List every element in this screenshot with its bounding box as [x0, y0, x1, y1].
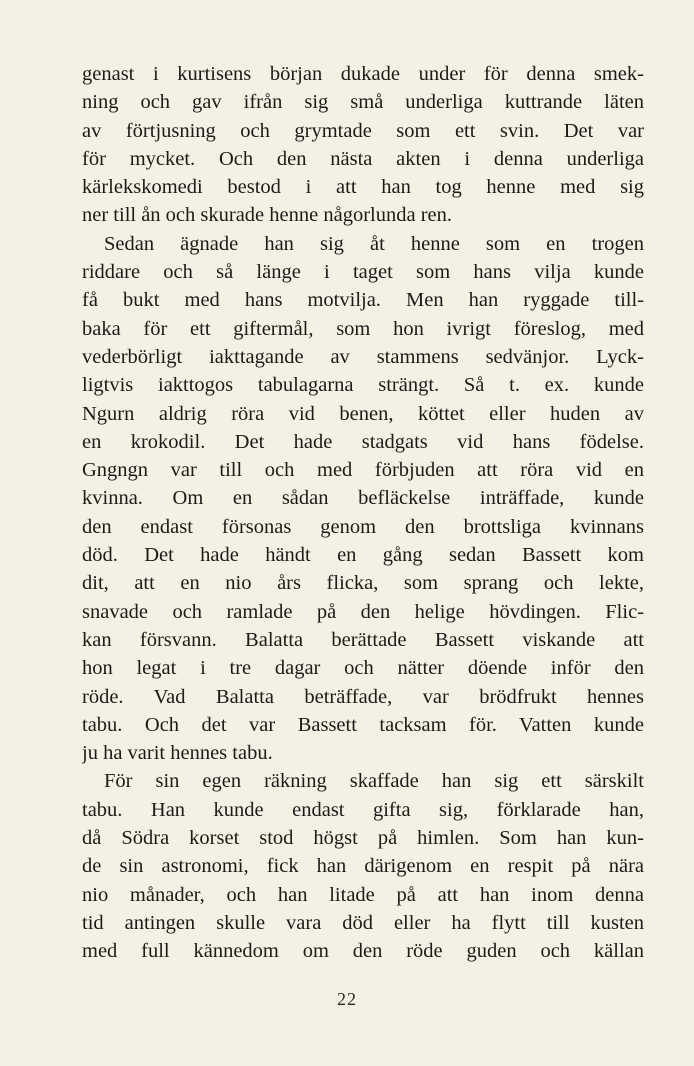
text-line: de sin astronomi, fick han därigenom en respit på nära: [82, 855, 644, 878]
text-line: tid antingen skulle vara död eller ha flytt till kusten: [82, 911, 644, 934]
text-line: av förtjusning och grymtade som ett svin. Det var: [82, 119, 644, 142]
page-number: 22: [337, 989, 357, 1009]
text-line: dit, att en nio års flicka, som sprang och lekte,: [82, 572, 644, 595]
text-line: ning och gav ifrån sig små underliga kuttrande läten: [82, 91, 644, 114]
text-line: genast i kurtisens början dukade under för denna smek-: [82, 63, 644, 85]
text-line: nio månader, och han litade på att han inom denna: [82, 883, 644, 906]
text-line: För sin egen räkning skaffade han sig ett särskilt: [104, 770, 644, 793]
text-line: tabu. Han kunde endast gifta sig, förklarade han,: [82, 798, 644, 821]
text-line: Sedan ägnade han sig åt henne som en trogen: [104, 232, 644, 255]
text-line: vederbörligt iakttagande av stammens sedvänjor. Lyck-: [82, 345, 644, 368]
text-line: ju ha varit hennes tabu.: [82, 742, 273, 765]
text-line: kan försvann. Balatta berättade Bassett viskande att: [82, 628, 644, 651]
text-line: Ngurn aldrig röra vid benen, köttet eller huden av: [82, 402, 644, 425]
text-line: då Södra korset stod högst på himlen. Som han kun-: [82, 827, 644, 850]
text-line: för mycket. Och den nästa akten i denna underliga: [82, 147, 644, 170]
text-line: ner till ån och skurade henne någorlunda ren.: [82, 204, 453, 227]
text-line: snavade och ramlade på den helige hövdingen. Flic-: [82, 600, 644, 623]
text-line: kärlekskomedi bestod i att han tog henne med sig: [82, 176, 644, 199]
text-line: den endast försonas genom den brottsliga kvinnans: [82, 515, 644, 538]
body-text: [82, 60, 644, 966]
text-line: tabu. Och det var Bassett tacksam för. Vatten kunde: [82, 713, 644, 736]
text-line: få bukt med hans motvilja. Men han ryggade till-: [82, 289, 644, 312]
text-line: död. Det hade händt en gång sedan Bassett kom: [82, 544, 644, 567]
text-line: med full kännedom om den röde guden och källan: [82, 940, 644, 963]
text-line: ligtvis iakttogos tabulagarna strängt. Så t. ex. kunde: [82, 374, 644, 397]
text-line: kvinna. Om en sådan befläckelse inträffade, kunde: [82, 487, 644, 510]
text-line: en krokodil. Det hade stadgats vid hans födelse.: [82, 430, 644, 453]
text-line: baka för ett giftermål, som hon ivrigt föreslog, med: [82, 317, 644, 340]
text-line: hon legat i tre dagar och nätter döende inför den: [82, 657, 644, 680]
text-line: Gngngn var till och med förbjuden att röra vid en: [82, 459, 644, 482]
text-line: riddare och så länge i taget som hans vilja kunde: [82, 261, 644, 284]
text-line: röde. Vad Balatta beträffade, var brödfrukt hennes: [82, 685, 644, 708]
